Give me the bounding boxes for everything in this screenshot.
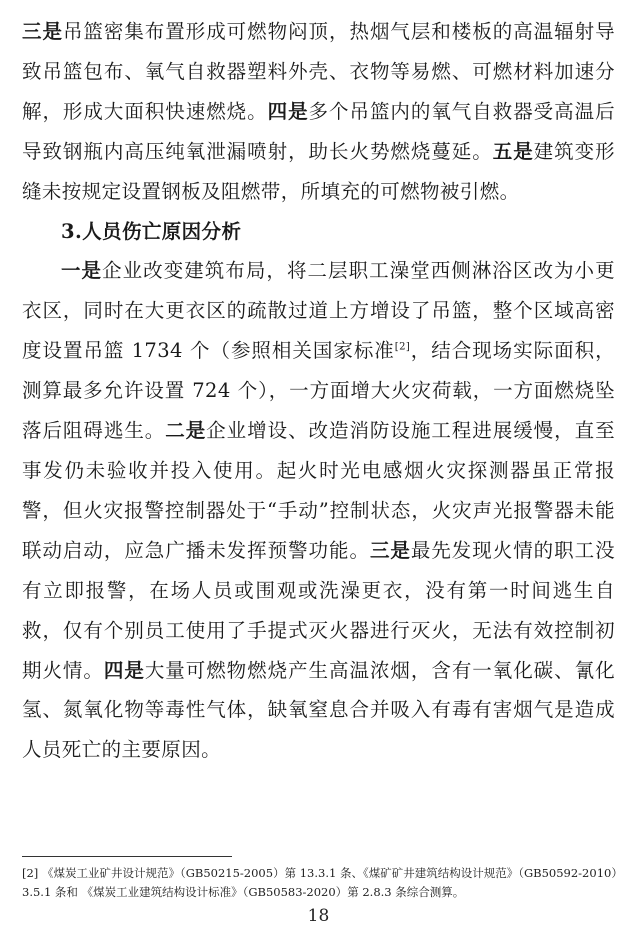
text-fifth: 建筑变形缝未按规定设置钢板及阻燃带，所填充的可燃物被引燃。 [22, 139, 615, 203]
footnote-divider [22, 856, 232, 857]
marker-first: 一是 [61, 259, 103, 283]
marker-third-b: 三是 [369, 538, 411, 562]
footnote-ref[interactable]: [2] [394, 341, 411, 353]
section-heading: 3.人员伤亡原因分析 [61, 219, 242, 243]
text-first-a: 企业改变建筑布局，将二层职工澡堂西侧淋浴区改为小更衣区，同时在大更衣区的疏散过道上方增设了吊篮，整个区域高密度设置吊篮 1734 个（参照相关国家标准 [22, 259, 615, 363]
body-text [22, 12, 615, 770]
marker-third: 三是 [22, 20, 63, 43]
text-third: 吊篮密集布置形成可燃物闷顶，热烟气层和楼板的高温辐射导致吊篮包布、氧气自救器塑料外壳、衣物等易燃、可燃材料加速分解，形成大面积快速燃烧。 [22, 20, 615, 123]
paragraph-fire-spread [22, 12, 615, 212]
text-third-b: 最先发现火情的职工没有立即报警，在场人员或围观或洗澡更衣，没有第一时间逃生自救，仅有个别员工使用了手提式灭火器进行灭火，无法有效控制初期火情。 [22, 538, 615, 682]
marker-fifth: 五是 [492, 139, 534, 163]
text-fourth: 多个吊篮内的氧气自救器受高温后导致钢瓶内高压纯氧泄漏喷射，助长火势燃烧蔓延。 [22, 99, 615, 163]
marker-second: 二是 [165, 419, 207, 443]
text-second: 企业增设、改造消防设施工程进展缓慢，直至事发仍未验收并投入使用。起火时光电感烟火灾探测器虽正常报警，但火灾报警控制器处于“手动”控制状态，火灾声光报警器未能联动启动，应急广播未发挥预警功能。 [22, 419, 615, 562]
footnote-line-2: 3.5.1 条和 《煤炭工业建筑结构设计标准》（GB50583-2020）第 2.8.3 条综合测算。 [22, 885, 465, 899]
text-first-b: ，结合现场实际面积，测算最多允许设置 724 个），一方面增大火灾荷载，一方面燃烧坠落后阻碍逃生。 [22, 339, 615, 443]
marker-fourth-b: 四是 [103, 658, 145, 682]
page-number: 18 [307, 906, 330, 926]
paragraph-casualty-causes [22, 251, 615, 770]
footnote-line-1: [2] 《煤炭工业矿井设计规范》（GB50215-2005）第 13.3.1 条、《煤矿矿井建筑结构设计规范》（GB50592-2010） [22, 866, 623, 880]
marker-fourth: 四是 [267, 99, 309, 123]
footnote [22, 864, 622, 902]
text-fourth-b: 大量可燃物燃烧产生高温浓烟，含有一氧化碳、氰化氢、氮氧化物等毒性气体，缺氧窒息合并吸入有毒有害烟气是造成人员死亡的主要原因。 [22, 658, 615, 762]
